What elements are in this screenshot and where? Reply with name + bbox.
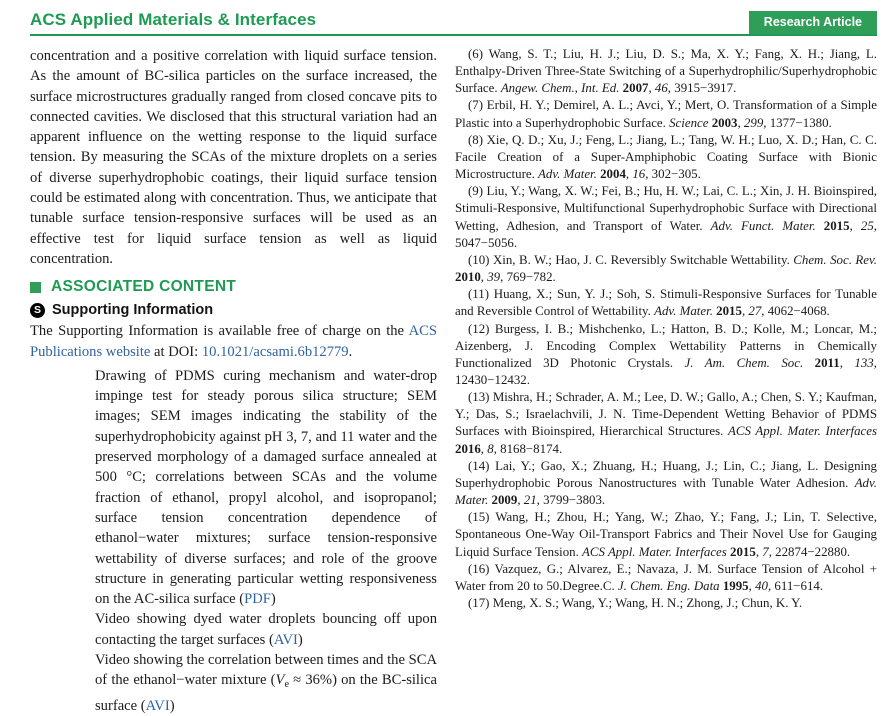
reference-item [455, 509, 877, 560]
text-run: , [741, 304, 749, 319]
reference-item [455, 458, 877, 509]
italic-text: 16 [632, 167, 646, 182]
bold-text: 2004 [600, 167, 626, 182]
italic-text: J. Am. Chem. Soc. [684, 355, 804, 370]
italic-text: 46 [654, 81, 668, 96]
text-run: . [348, 343, 353, 360]
bold-text: 2015 [823, 218, 850, 233]
text-run: , [737, 115, 744, 130]
italic-text: V [275, 672, 285, 689]
availability-paragraph [30, 321, 437, 362]
text-run: (13) Mishra, H.; Schrader, A. M.; Lee, D. W.; Gallo, A.; Chen, S. Y.; Kaufman, Y.; Das, S.; Israelachvili, J. N. Time-Dependent Wetting Behavior of PDMS Surfaces with Bioinspired, Hierarchical Structures. [455, 390, 877, 439]
italic-text: 8 [487, 441, 494, 456]
bold-text: 2010 [455, 270, 481, 285]
text-run: , 1377−1380. [763, 115, 832, 130]
text-run: , [839, 355, 855, 370]
italic-text: Science [669, 115, 709, 130]
text-run: , [755, 544, 763, 559]
reference-item [455, 132, 877, 183]
section-square-bullet-icon [30, 282, 41, 293]
associated-content-heading [30, 278, 437, 296]
text-run: , [648, 81, 655, 96]
text-run: , 22874−22880. [768, 544, 851, 559]
reference-item [455, 286, 877, 320]
inline-link[interactable]: PDF [244, 591, 271, 608]
text-run: , [480, 270, 488, 285]
bold-text: 2009 [491, 493, 518, 508]
reference-item [455, 561, 877, 595]
text-run: (7) Erbil, H. Y.; Demirel, A. L.; Avci, Y.; Mert, O. Transformation of a Simple Plastic into a Superhydrophobic Surface. [455, 98, 877, 130]
italic-text: 40 [755, 578, 768, 593]
text-run: (14) Lai, Y.; Gao, X.; Zhuang, H.; Huang, J.; Lin, C.; Jiang, L. Designing Superhydrophobic Porous Nanostructures with Tunable Water Adhesion. [455, 458, 877, 490]
bold-text: 2015 [730, 544, 756, 559]
text-run: , [849, 218, 861, 233]
italic-text: 133 [854, 355, 874, 370]
research-article-badge: Research Article [749, 11, 877, 34]
text-run: (16) Vazquez, G.; Alvarez, E.; Navaza, J. M. Surface Tension of Alcohol + Water from 20 to 50.Degree.C. [455, 561, 877, 593]
text-run: Drawing of PDMS curing mechanism and water-drop impinge test for steady porous silica structure; SEM images; SEM images indicating the stability of the superhydrophobicity against pH 3, 7, and 11 water and the preserved morphology of a damaged surface annealed at 500 °C; correlations between SCAs and the volume fraction of ethanol, propyl alcohol, and isopropanol; surface tension concentration dependence of ethanol−water mixtures; surface tension-responsive wettability of diverse surfaces; and role of the groove structure in generating particular wetting responsiveness on the AC-silica surface ( [95, 367, 437, 608]
intro-paragraph: concentration and a positive correlation with liquid surface tension. As the amount of BC-silica particles on the surface increased, the surface microstructures gradually ranged from closed concave pits to connected cavities. We disclosed that this structural variation had an apparent influence on the wetting response to the liquid surface tension. By measuring the SCAs of the mixture droplets on a series of diverse superhydrophobic coatings, their liquid surface tension could be estimated along with concentration. Thus, we anticipate that tunable surface tension-responsive surfaces will be used as an effective test for liquid surface tension as well as liquid concentration. [30, 48, 437, 267]
italic-text: J. Chem. Eng. Data [617, 578, 720, 593]
bold-text: 2011 [814, 355, 840, 370]
inline-link[interactable]: ACS Publications website [30, 323, 437, 360]
text-run: , 3915−3917. [667, 81, 737, 96]
text-run: , [517, 493, 524, 508]
left-column [30, 46, 437, 716]
reference-item [455, 321, 877, 390]
text-run: , 12430−12432. [455, 355, 877, 387]
italic-text: 7 [762, 544, 769, 559]
inline-link[interactable]: AVI [145, 697, 170, 714]
italic-text: 25 [860, 218, 874, 233]
italic-text: 27 [748, 304, 762, 319]
supporting-info-list [95, 366, 437, 716]
text-run: , 3799−3803. [536, 493, 606, 508]
italic-text: Chem. Soc. Rev. [793, 252, 877, 267]
italic-text: Adv. Mater. [538, 167, 597, 182]
text-run: , 8168−8174. [493, 441, 563, 456]
right-column-references [455, 46, 877, 612]
text-run: Video showing the correlation between times and the SCA of the ethanol−water mixture ( [95, 652, 437, 689]
text-run: (11) Huang, X.; Sun, Y. J.; Soh, S. Stimuli-Responsive Surfaces for Tunable and Reversible Control of Wettability. [455, 287, 877, 319]
text-run: ) [270, 591, 276, 608]
text-run: Video showing dyed water droplets bouncing off upon contacting the target surfaces ( [95, 611, 437, 648]
text-run: The Supporting Information is available free of charge on the [30, 323, 409, 340]
inline-link[interactable]: AVI [273, 631, 298, 648]
italic-text: Adv. Funct. Mater. [710, 218, 816, 233]
text-run: (9) Liu, Y.; Wang, X. W.; Fei, B.; Hu, H. W.; Lai, C. L.; Xin, J. H. Bioinspired, Stimuli-Responsive, Multifunctional Superhydrophobic Surface with Directional Wetting, Adhesion, and Transport of Water. [455, 184, 877, 233]
text-run: , [748, 578, 756, 593]
text-run: ) [169, 697, 175, 714]
text-run: , 4062−4068. [761, 304, 830, 319]
italic-text: Adv. Mater. [455, 475, 877, 508]
reference-item [455, 46, 877, 97]
journal-title: ACS Applied Materials & Interfaces [30, 10, 317, 29]
text-run: , 302−305. [645, 167, 701, 182]
associated-content-heading-label: ASSOCIATED CONTENT [51, 278, 237, 296]
italic-text: 299 [743, 115, 764, 130]
page-header [30, 0, 877, 36]
text-run: ≈ 36%) on the BC-silica surface ( [95, 672, 437, 714]
italic-text: 21 [523, 493, 537, 508]
text-run: at DOI: [150, 343, 202, 360]
reference-item [455, 389, 877, 458]
reference-item [455, 252, 877, 286]
italic-text: Adv. Mater. [654, 304, 713, 319]
supporting-information-heading [30, 302, 437, 318]
text-run: , [480, 441, 488, 456]
text-run: (12) Burgess, I. B.; Mishchenko, L.; Hatton, B. D.; Kolle, M.; Loncar, M.; Aizenberg, J. Encoding Complex Wettability Patterns in Chemically Functionalized 3D Photonic Crystals. [455, 321, 877, 370]
italic-text: Angew. Chem., Int. Ed. [500, 81, 620, 96]
text-run: ) [297, 631, 303, 648]
bold-text: 1995 [722, 578, 749, 593]
supporting-information-heading-label: Supporting Information [52, 302, 214, 319]
text-run: , 611−614. [767, 578, 824, 593]
reference-item [455, 183, 877, 252]
text-run: (17) Meng, X. S.; Wang, Y.; Wang, H. N.; Zhong, J.; Chun, K. Y. [468, 596, 803, 610]
text-run [803, 356, 814, 370]
text-run: (15) Wang, H.; Zhou, H.; Yang, W.; Zhao, Y.; Fang, J.; Lin, T. Selective, Spontaneous One-Way Oil-Transport Fabrics and Their Novel Use for Gauging Liquid Surface Tension. [455, 510, 877, 559]
supporting-info-item [95, 366, 437, 610]
text-run: , 5047−5056. [455, 218, 877, 250]
italic-text: 39 [487, 270, 501, 285]
bold-text: 2016 [455, 441, 481, 456]
text-run: (10) Xin, B. W.; Hao, J. C. Reversibly Switchable Wettability. [468, 252, 794, 267]
reference-item [455, 97, 877, 131]
reference-item [455, 595, 877, 612]
text-run [816, 219, 824, 233]
bold-text: 2003 [711, 115, 738, 130]
subscript-text: e [284, 679, 289, 691]
inline-link[interactable]: 10.1021/acsami.6b12779 [201, 343, 349, 360]
text-run: (6) Wang, S. T.; Liu, H. J.; Liu, D. S.; Ma, X. Y.; Fang, X. H.; Jiang, L. Enthalpy-Driven Three-State Switching of a Superhydrophilic/Superhydrophobic Surface. [455, 47, 877, 96]
supporting-info-item [95, 650, 437, 716]
italic-text: ACS Appl. Mater. Interfaces [582, 544, 727, 559]
bold-text: 2007 [622, 81, 649, 96]
text-run: , [625, 167, 633, 182]
italic-text: ACS Appl. Mater. Interfaces [728, 424, 877, 439]
text-run: (8) Xie, Q. D.; Xu, J.; Feng, L.; Jiang, L.; Tang, W. H.; Luo, X. D.; Han, C. C. Facile Creation of a Super-Amphiphobic Coating Surface with Bionic Microstructure. [455, 132, 877, 182]
supporting-info-item [95, 609, 437, 650]
text-run: , 769−782. [500, 270, 556, 285]
supporting-info-s-icon: S [30, 303, 45, 318]
bold-text: 2015 [716, 304, 742, 319]
